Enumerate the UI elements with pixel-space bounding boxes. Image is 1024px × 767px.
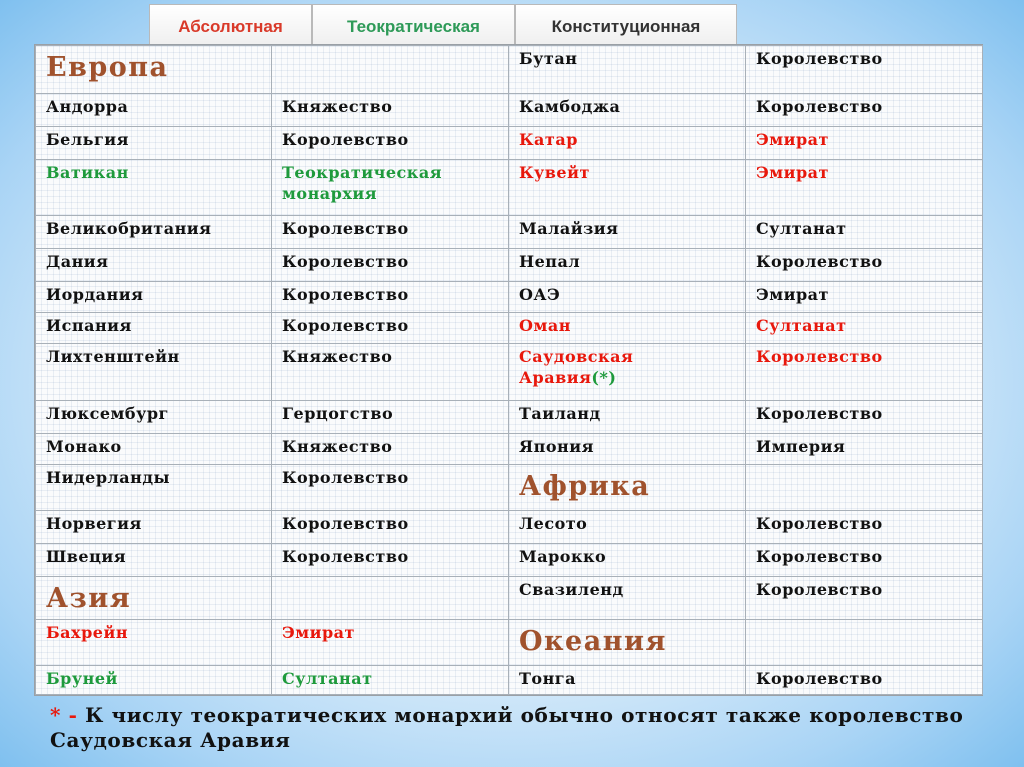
table-row: [36, 94, 983, 127]
table-row: [36, 216, 983, 249]
table-row: [36, 434, 983, 465]
table-row: [36, 313, 983, 344]
country-cell: Нидерланды: [36, 465, 272, 511]
form-cell: Королевство: [272, 511, 509, 544]
form-cell: Эмират: [746, 127, 983, 160]
country-cell: Камбоджа: [509, 94, 746, 127]
table-row: [36, 511, 983, 544]
country-cell: Марокко: [509, 544, 746, 577]
form-cell: Герцогство: [272, 401, 509, 434]
empty-cell: [272, 46, 509, 94]
country-cell: Швеция: [36, 544, 272, 577]
country-cell: Япония: [509, 434, 746, 465]
table-row: [36, 249, 983, 282]
form-cell: Королевство: [272, 465, 509, 511]
form-cell: Королевство: [272, 282, 509, 313]
form-cell: Княжество: [272, 344, 509, 401]
table-row: [36, 465, 983, 511]
form-cell: Королевство: [746, 577, 983, 620]
country-cell: Андорра: [36, 94, 272, 127]
form-cell: Королевство: [746, 249, 983, 282]
country-cell: Таиланд: [509, 401, 746, 434]
form-cell: Княжество: [272, 94, 509, 127]
country-cell: Бахрейн: [36, 620, 272, 666]
region-heading-africa: Африка: [509, 465, 746, 511]
monarchies-table: [34, 44, 983, 696]
form-cell: Королевство: [746, 666, 983, 695]
footnote-text: К числу теократических монархий обычно относят также королевство Саудовская Аравия: [50, 703, 964, 752]
table-row: [36, 160, 983, 216]
country-cell: Норвегия: [36, 511, 272, 544]
table-row: [36, 46, 983, 94]
tab-absolute[interactable]: Абсолютная: [149, 4, 312, 48]
country-cell: Дания: [36, 249, 272, 282]
form-cell: Королевство: [272, 249, 509, 282]
footnote-star: * -: [50, 703, 78, 727]
country-cell-saudi-arabia: [509, 344, 746, 401]
form-cell: Империя: [746, 434, 983, 465]
form-cell: Султанат: [746, 313, 983, 344]
footnote-mark: (*): [591, 367, 617, 387]
country-cell: Бруней: [36, 666, 272, 695]
table-row: [36, 544, 983, 577]
empty-cell: [746, 465, 983, 511]
form-cell: Королевство: [746, 511, 983, 544]
form-cell: Королевство: [746, 94, 983, 127]
form-cell: Королевство: [746, 544, 983, 577]
saudi-line2: Аравия: [519, 367, 592, 387]
form-cell: Королевство: [746, 46, 983, 94]
form-cell: Королевство: [746, 344, 983, 401]
country-cell: Катар: [509, 127, 746, 160]
form-cell: Королевство: [272, 127, 509, 160]
country-cell: Лесото: [509, 511, 746, 544]
table-row: [36, 127, 983, 160]
footnote: [50, 703, 970, 753]
table-row: [36, 282, 983, 313]
country-cell: Свазиленд: [509, 577, 746, 620]
country-cell: Бельгия: [36, 127, 272, 160]
country-cell: Великобритания: [36, 216, 272, 249]
table-row: [36, 666, 983, 695]
country-cell: Ватикан: [36, 160, 272, 216]
form-cell: Султанат: [746, 216, 983, 249]
form-cell: Эмират: [746, 282, 983, 313]
country-cell: Люксембург: [36, 401, 272, 434]
table-row: [36, 344, 983, 401]
form-cell: Королевство: [746, 401, 983, 434]
country-cell: Оман: [509, 313, 746, 344]
country-cell: Испания: [36, 313, 272, 344]
form-cell: Султанат: [272, 666, 509, 695]
region-heading-oceania: Океания: [509, 620, 746, 666]
region-heading-asia: Азия: [36, 577, 272, 620]
tab-constitutional[interactable]: Конституционная: [515, 4, 737, 48]
empty-cell: [272, 577, 509, 620]
form-cell: Королевство: [272, 216, 509, 249]
tab-theocratic[interactable]: Теократическая: [312, 4, 515, 48]
country-cell: ОАЭ: [509, 282, 746, 313]
form-cell: Королевство: [272, 544, 509, 577]
region-heading-europe: Европа: [36, 46, 272, 94]
country-cell: Малайзия: [509, 216, 746, 249]
form-cell: Эмират: [272, 620, 509, 666]
table-row: [36, 577, 983, 620]
table-row: [36, 620, 983, 666]
country-cell: Иордания: [36, 282, 272, 313]
country-cell: Бутан: [509, 46, 746, 94]
saudi-line1: Саудовская: [519, 347, 634, 366]
country-cell: Тонга: [509, 666, 746, 695]
form-cell: Княжество: [272, 434, 509, 465]
form-cell: Эмират: [746, 160, 983, 216]
table-row: [36, 401, 983, 434]
empty-cell: [746, 620, 983, 666]
country-cell: Монако: [36, 434, 272, 465]
form-cell: Теократическая монархия: [272, 160, 509, 216]
country-cell: Кувейт: [509, 160, 746, 216]
form-cell: Королевство: [272, 313, 509, 344]
country-cell: Лихтенштейн: [36, 344, 272, 401]
country-cell: Непал: [509, 249, 746, 282]
